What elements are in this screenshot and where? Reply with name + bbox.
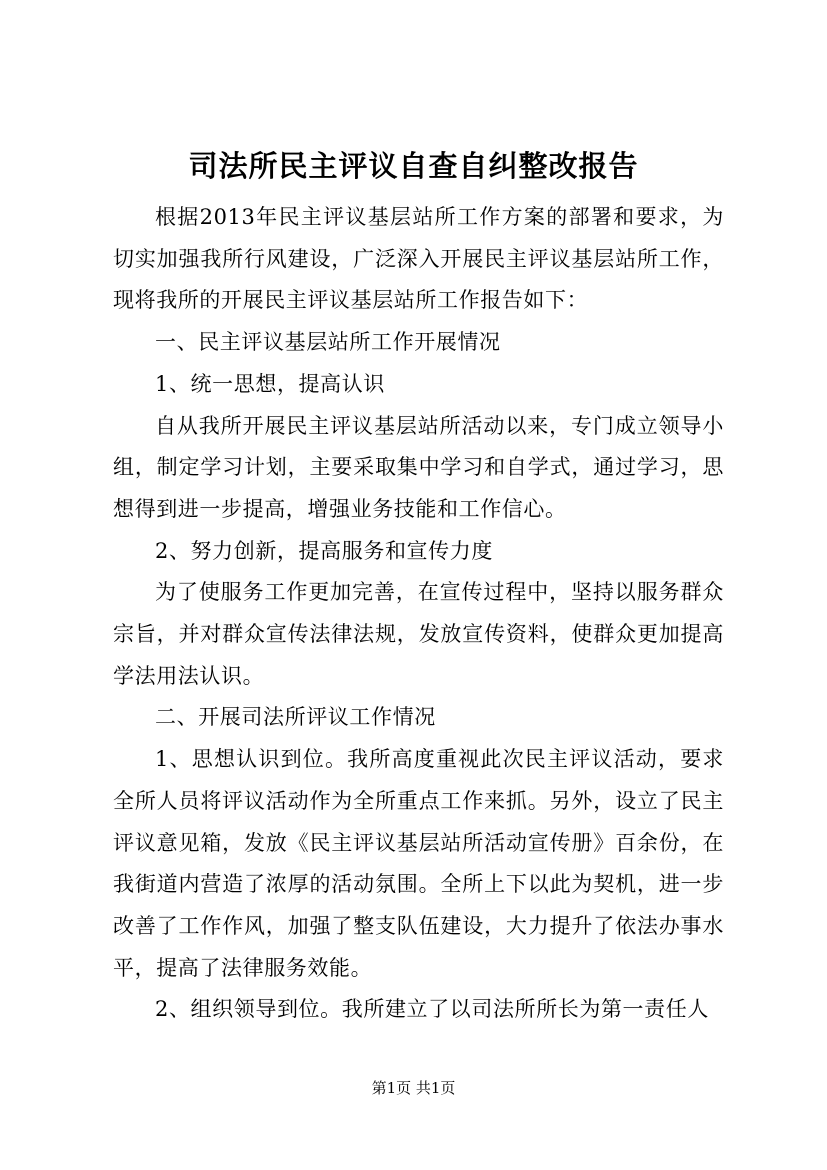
section-heading-2: 二、开展司法所评议工作情况 (155, 705, 436, 730)
paragraph-1-2: 为了使服务工作更加完善，在宣传过程中，坚持以服务群众宗旨，并对群众宣传法律法规，发放宣传资料，使群众更加提高学法用法认识。 (113, 580, 724, 688)
subheading-1-2: 2、努力创新，提高服务和宣传力度 (155, 538, 493, 563)
paragraph-1-1: 自从我所开展民主评议基层站所活动以来，专门成立领导小组，制定学习计划，主要采取集中学习和自学式，通过学习，思想得到进一步提高，增强业务技能和工作信心。 (113, 413, 724, 521)
page-footer: 第1页 共1页 (371, 1079, 456, 1097)
paragraph-2-2: 2、组织领导到位。我所建立了以司法所所长为第一责任人 (155, 997, 709, 1022)
paragraph-2-1: 1、思想认识到位。我所高度重视此次民主评议活动，要求全所人员将评议活动作为全所重点工作来抓。另外，设立了民主评议意见箱，发放《民主评议基层站所活动宣传册》百余份，在我街道内营造了浓厚的活动氛围。全所上下以此为契机，进一步改善了工作作风，加强了整支队伍建设，大力提升了依法办事水平，提高了法律服务效能。 (113, 747, 724, 980)
subheading-1-1: 1、统一思想，提高认识 (155, 371, 385, 396)
paragraph-intro: 根据2013年民主评议基层站所工作方案的部署和要求，为切实加强我所行风建设，广泛深入开展民主评议基层站所工作，现将我所的开展民主评议基层站所工作报告如下： (113, 205, 724, 313)
document-body (113, 197, 724, 1031)
section-heading-1: 一、民主评议基层站所工作开展情况 (155, 330, 501, 355)
document-title: 司法所民主评议自查自纠整改报告 (188, 149, 639, 183)
